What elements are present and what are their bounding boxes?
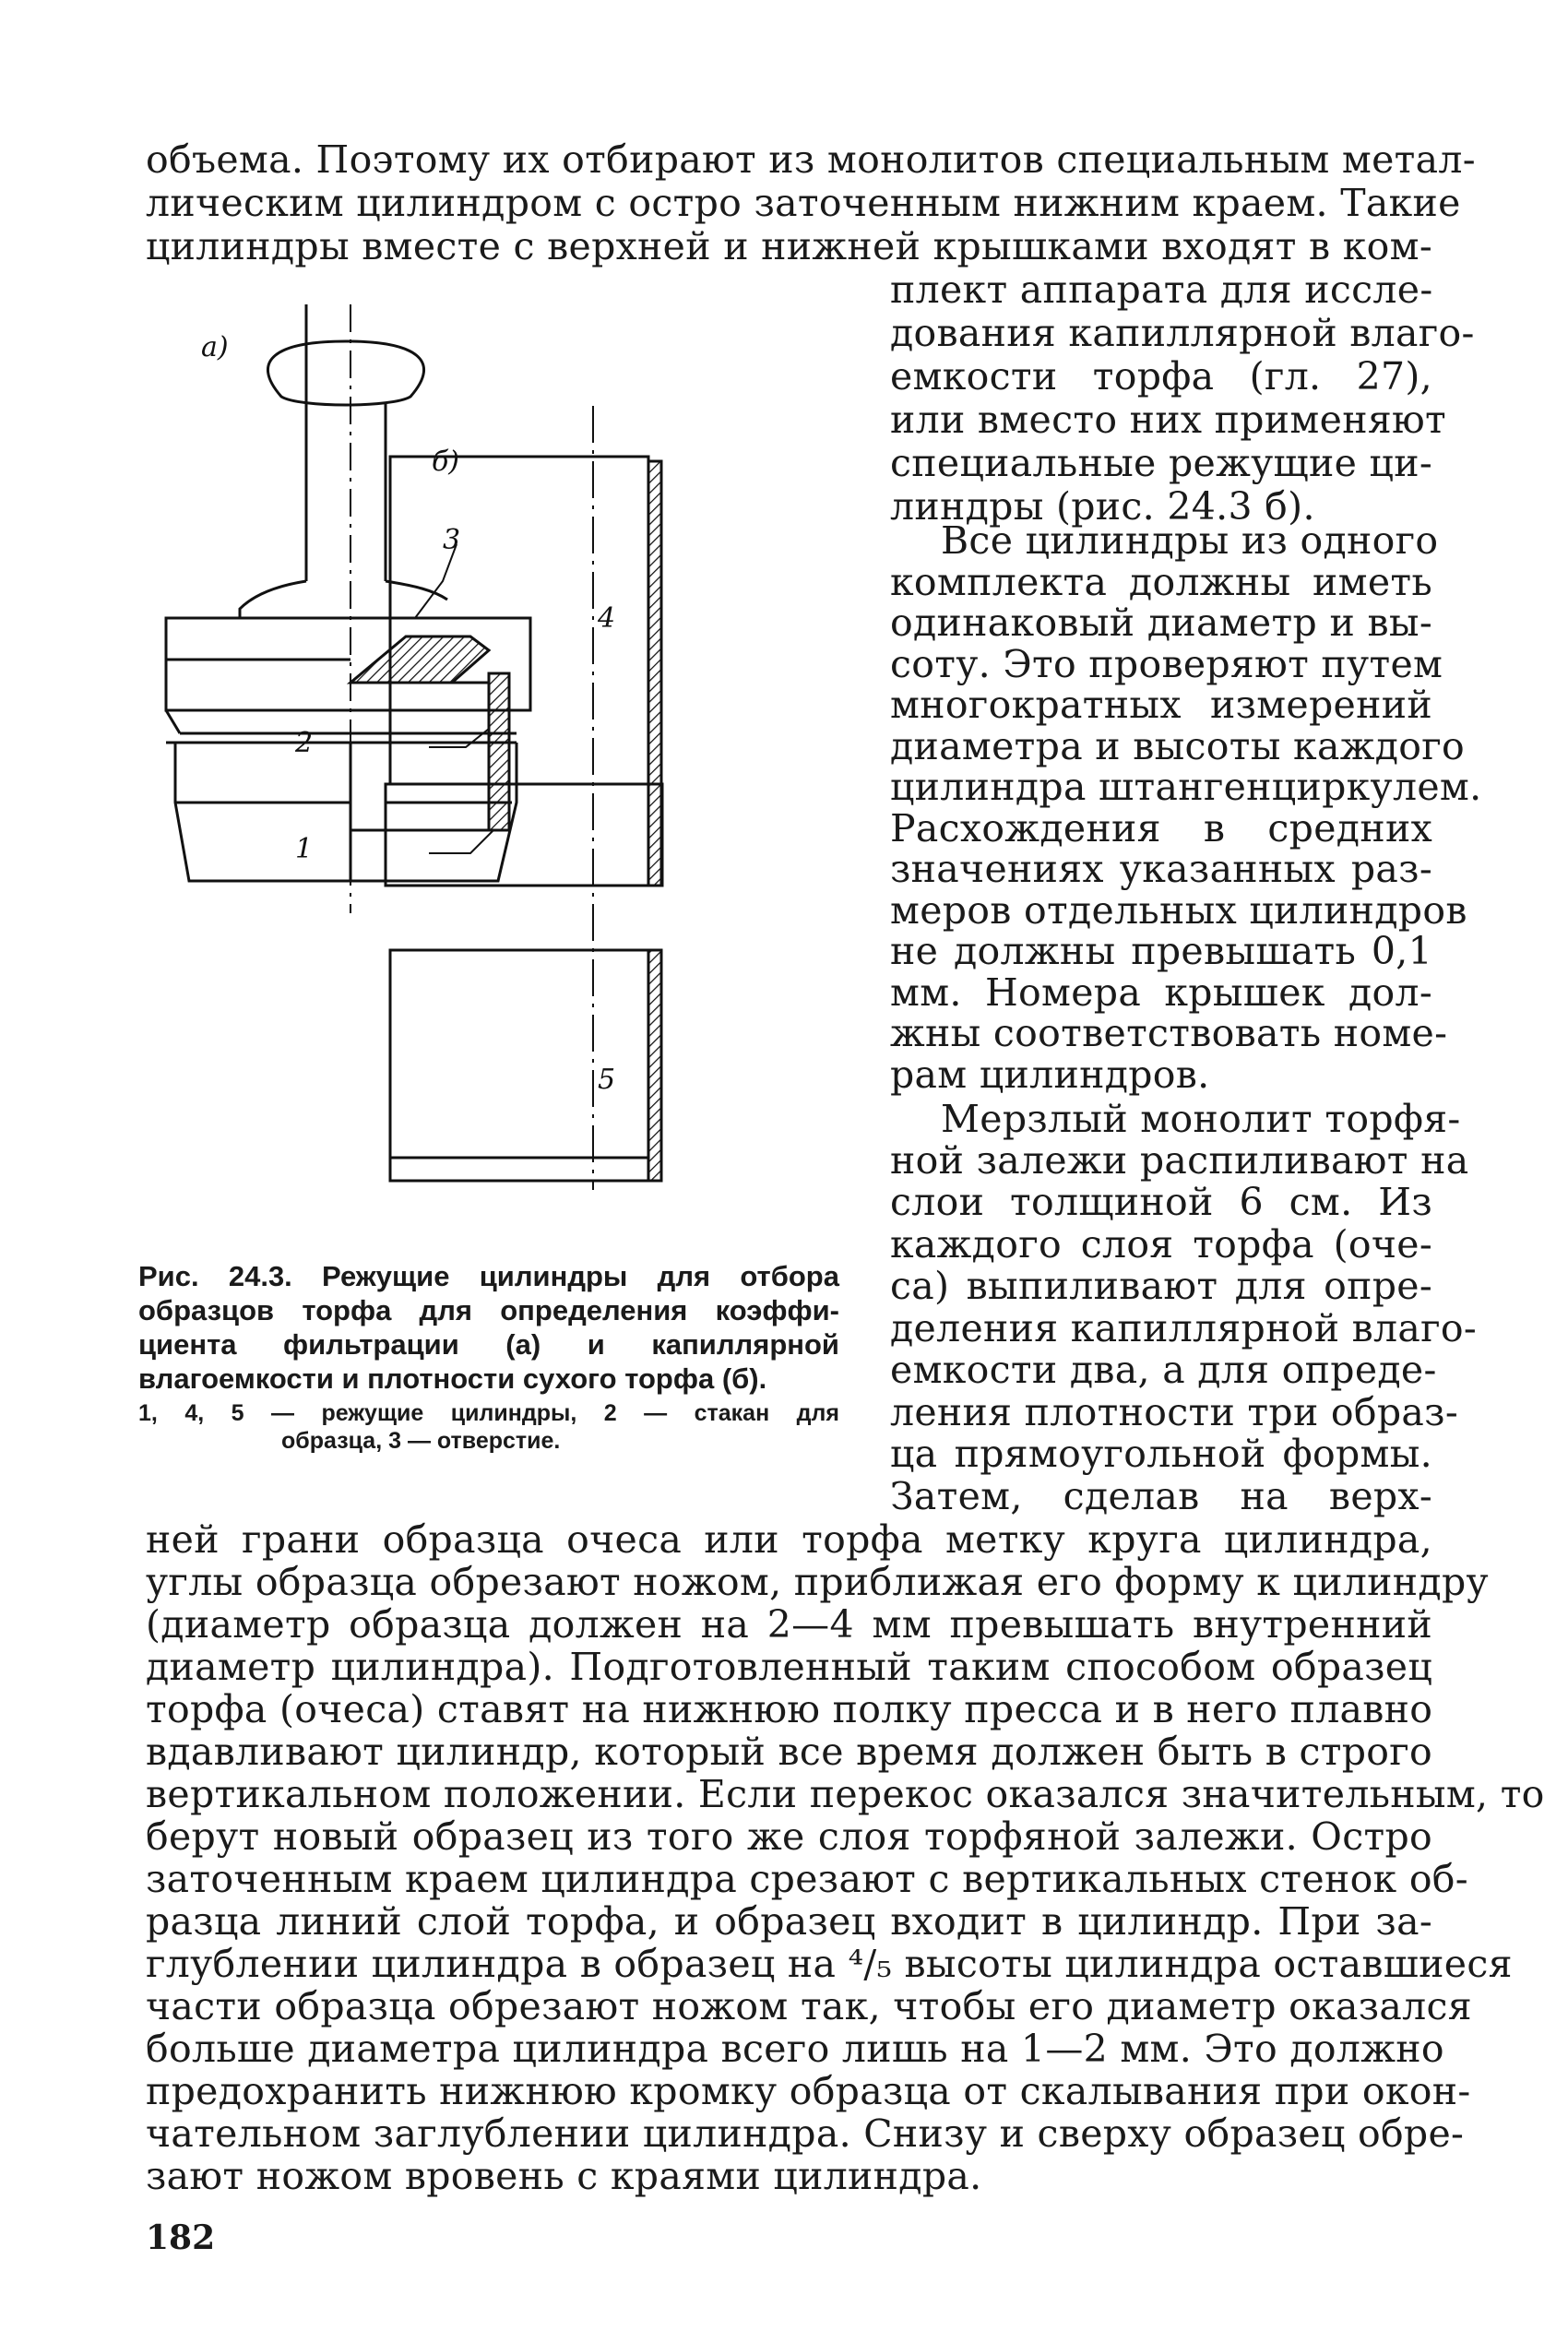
caption-legend: 1, 4, 5 — режущие цилиндры, 2 — стакан для [138, 1400, 839, 1426]
text-line: комплекта должны иметь [890, 560, 1432, 604]
figure-label-a: а) [201, 331, 229, 363]
text-line: са) выпиливают для опре- [890, 1264, 1432, 1308]
text-line: зают ножом вровень с краями цилиндра. [146, 2154, 982, 2198]
text-line: каждого слоя торфа (оче- [890, 1222, 1432, 1267]
text-line: углы образца обрезают ножом, приближая его форму к цилиндру [146, 1560, 1489, 1604]
text-line: ца прямоугольной формы. [890, 1432, 1432, 1476]
figure-cutting-cylinders [138, 304, 858, 1227]
text-line: одинаковый диаметр и вы- [890, 601, 1432, 645]
text-line: глублении цилиндра в образец на ⁴/₅ высоты цилиндра оставшиеся [146, 1942, 1513, 1986]
text-line: рам цилиндров. [890, 1053, 1210, 1097]
text-line: жны соответствовать номе- [890, 1011, 1448, 1055]
text-line: специальные режущие ци- [890, 441, 1432, 485]
text-line: меров отдельных цилиндров [890, 888, 1467, 933]
text-line: Все цилиндры из одного [941, 518, 1439, 563]
text-line: заточенным краем цилиндра срезают с вертикальных стенок об- [146, 1857, 1468, 1901]
page-number: 182 [146, 2218, 216, 2257]
figure-label-b: б) [432, 446, 460, 478]
text-line: (диаметр образца должен на 2—4 мм превышать внутренний [146, 1602, 1432, 1647]
text-line: разца линий слой торфа, и образец входит в цилиндр. При за- [146, 1899, 1432, 1944]
text-line: ней грани образца очеса или торфа метку круга цилиндра, [146, 1517, 1432, 1562]
text-line: предохранить нижнюю кромку образца от скалывания при окон- [146, 2069, 1471, 2113]
caption-line: образцов торфа для определения коэффи- [138, 1294, 839, 1326]
text-line: или вместо них применяют [890, 398, 1446, 442]
text-line: емкости торфа (гл. 27), [890, 354, 1432, 398]
text-line: диаметр цилиндра). Подготовленный таким способом образец [146, 1645, 1432, 1689]
text-line: слои толщиной 6 см. Из [890, 1180, 1432, 1224]
text-line: ления плотности три образ- [890, 1390, 1458, 1434]
part-label-5: 5 [598, 1064, 616, 1096]
text-line: Мерзлый монолит торфя- [941, 1097, 1461, 1141]
text-line: мм. Номера крышек дол- [890, 970, 1432, 1015]
text-line: части образца обрезают ножом так, чтобы его диаметр оказался [146, 1984, 1472, 2028]
cylinder-a-knob [267, 341, 423, 405]
caption-legend: образца, 3 — отверстие. [281, 1428, 561, 1454]
text-line: цилиндра штангенциркулем. [890, 765, 1482, 809]
caption-line: циента фильтрации (а) и капиллярной [138, 1328, 839, 1361]
text-line: Расхождения в средних [890, 806, 1432, 850]
figure-caption [138, 1259, 839, 1455]
text-line: не должны превышать 0,1 [890, 929, 1432, 973]
text-line: емкости два, а для опреде- [890, 1348, 1437, 1392]
text-line: значениях указанных раз- [890, 847, 1432, 891]
text-line: лическим цилиндром с остро заточенным нижним краем. Такие [146, 181, 1461, 225]
text-line: берут новый образец из того же слоя торфяной залежи. Остро [146, 1814, 1432, 1859]
text-line: Затем, сделав на верх- [890, 1474, 1432, 1518]
part-label-4: 4 [598, 602, 616, 635]
opening-3 [350, 636, 489, 683]
text-line: деления капиллярной влаго- [890, 1306, 1478, 1350]
text-line: вертикальном положении. Если перекос оказался значительным, то [146, 1772, 1545, 1816]
caption-line: влагоемкости и плотности сухого торфа (б). [138, 1362, 767, 1395]
text-line: линдры (рис. 24.3 б). [890, 484, 1315, 529]
text-line: чательном заглублении цилиндра. Снизу и сверху образец обре- [146, 2111, 1465, 2156]
part-label-2: 2 [295, 727, 314, 759]
text-line: торфа (очеса) ставят на нижнюю полку пресса и в него плавно [146, 1687, 1433, 1731]
part-label-1: 1 [295, 833, 314, 865]
text-line: ной залежи распиливают на [890, 1138, 1469, 1183]
text-line: соту. Это проверяют путем [890, 642, 1443, 686]
text-line: больше диаметра цилиндра всего лишь на 1—2 мм. Это должно [146, 2027, 1444, 2071]
text-line: диаметра и высоты каждого [890, 724, 1466, 768]
text-line: объема. Поэтому их отбирают из монолитов специальным метал- [146, 137, 1476, 182]
text-line: многократных измерений [890, 683, 1432, 727]
text-line: вдавливают цилиндр, который все время должен быть в строго [146, 1730, 1432, 1774]
cup-2-wall [489, 673, 509, 830]
text-line: цилиндры вместе с верхней и нижней крышками входят в ком- [146, 224, 1432, 268]
cylinder-a-body [166, 618, 530, 710]
cylinder-5 [390, 950, 661, 1181]
text-line: дования капиллярной влаго- [890, 311, 1475, 355]
text-line: плект аппарата для иссле- [890, 268, 1433, 312]
part-label-3: 3 [443, 524, 461, 556]
caption-line: Рис. 24.3. Режущие цилиндры для отбора [138, 1260, 839, 1292]
